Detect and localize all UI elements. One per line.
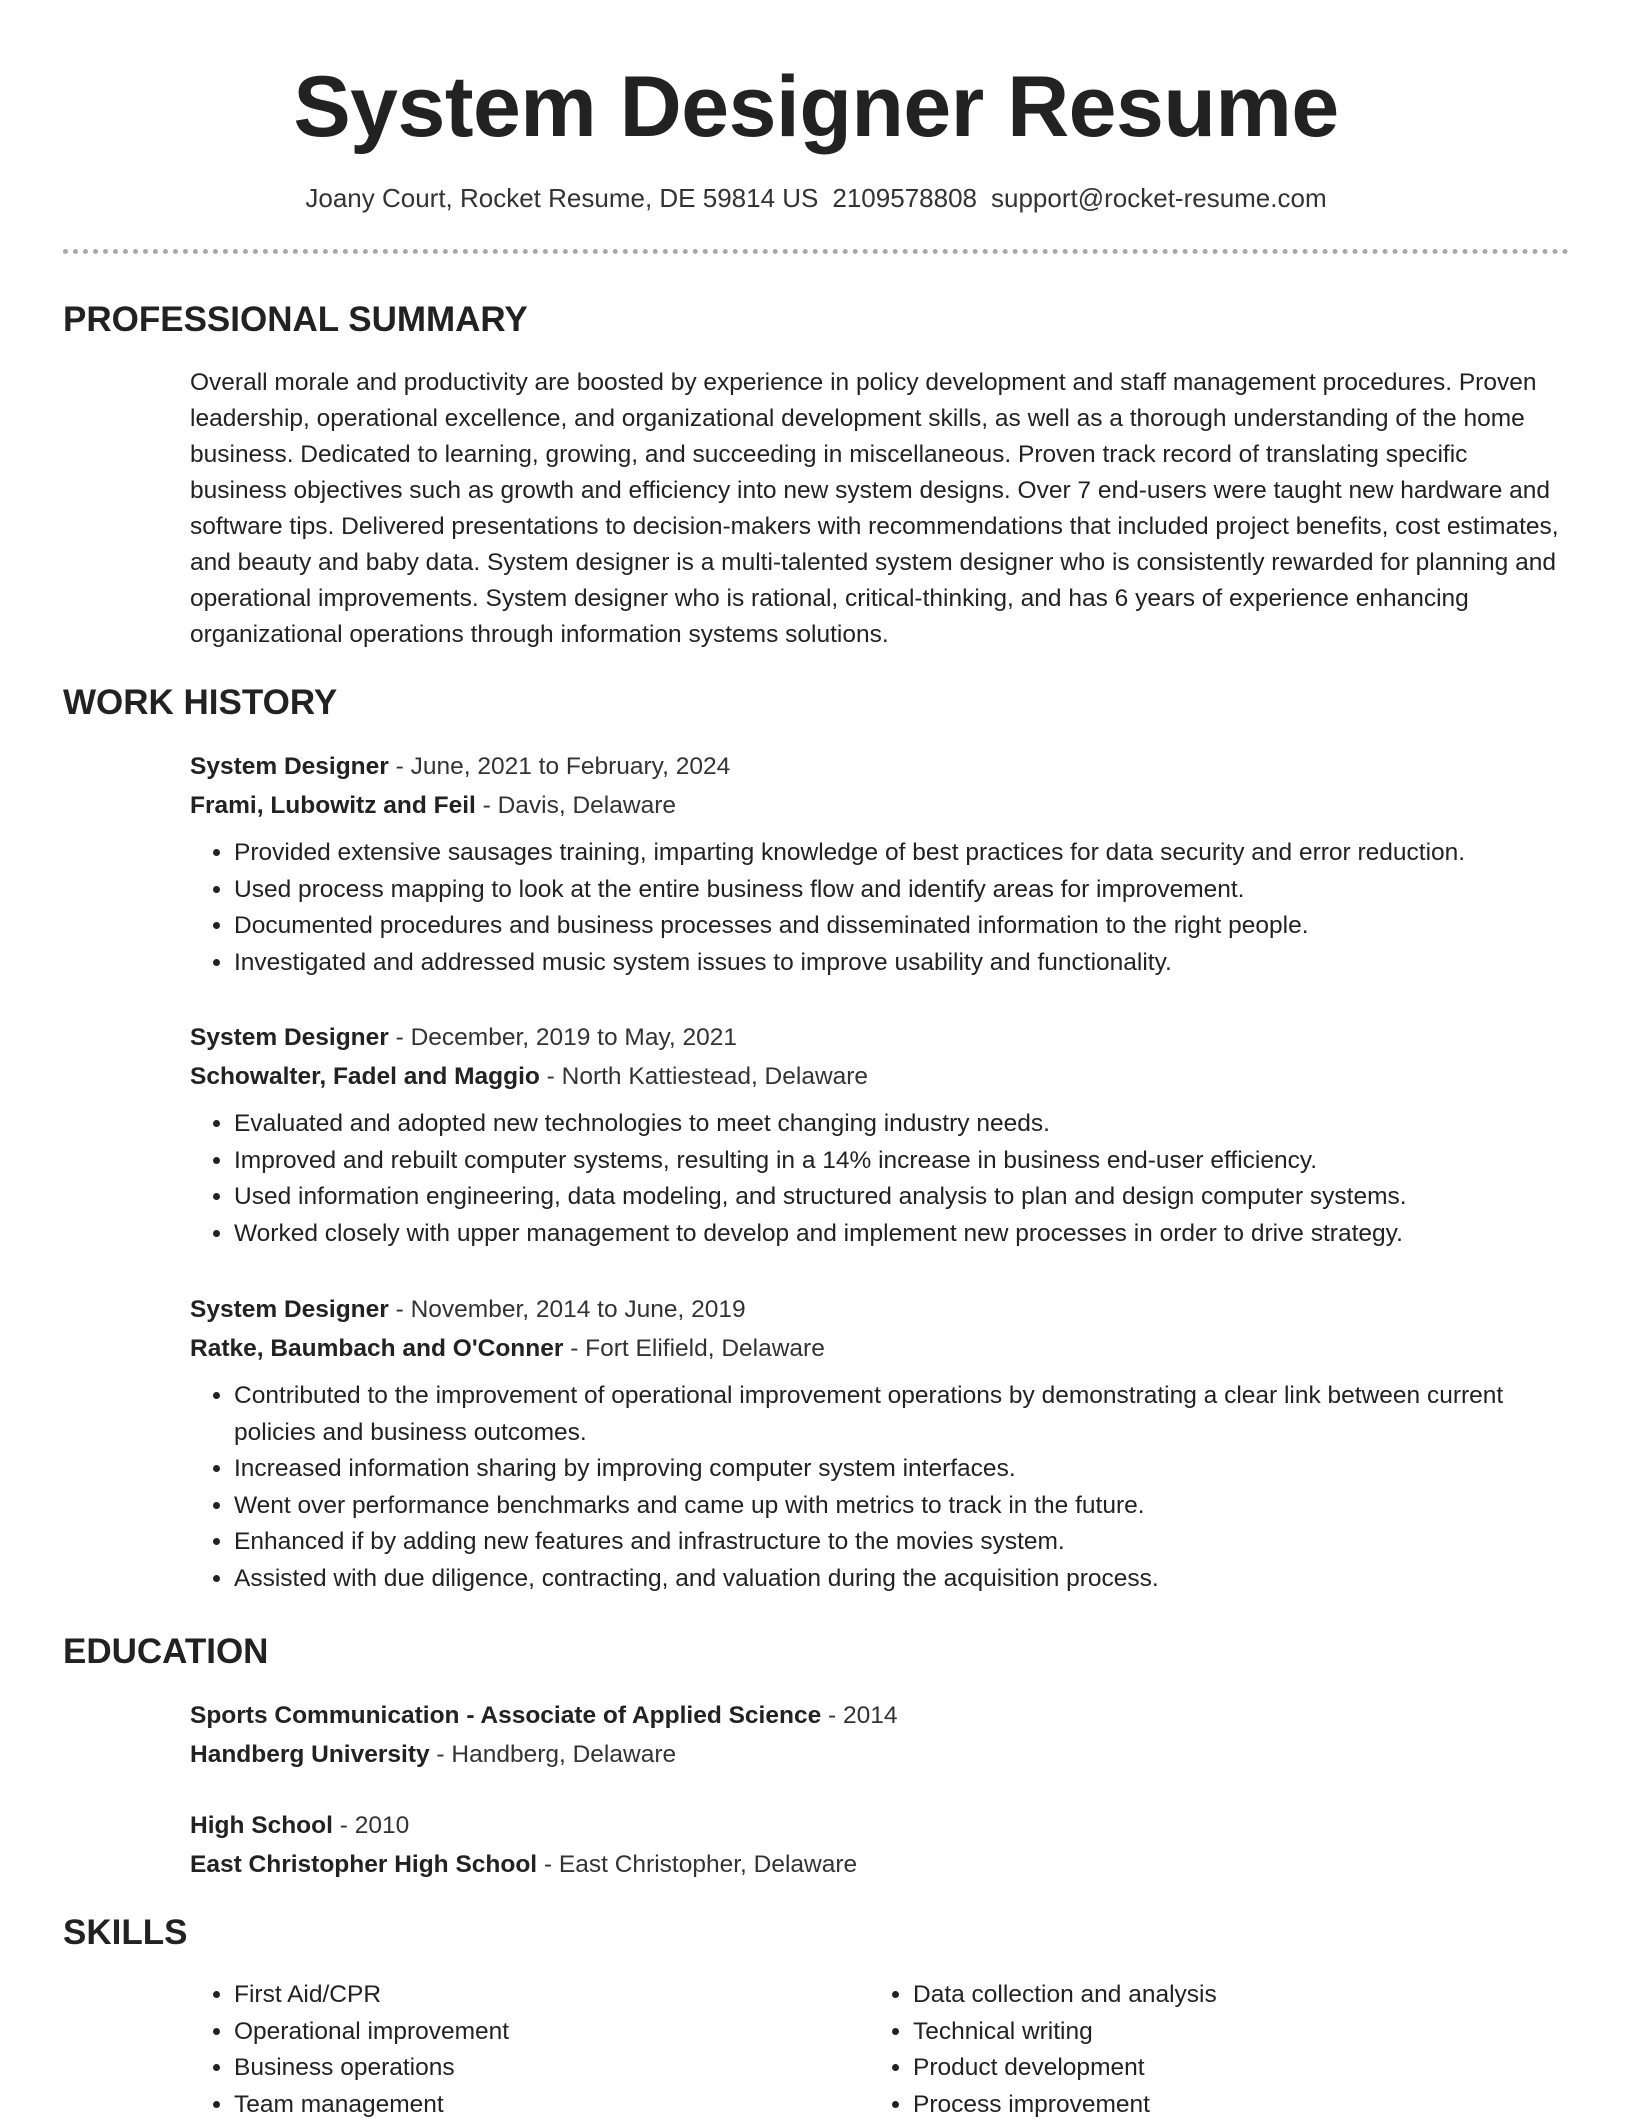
job-bullets — [190, 835, 1570, 981]
job-company-line — [190, 1057, 1570, 1096]
job-bullet: • Investigated and addressed music system issues to improve usability and functionality. — [234, 945, 1570, 982]
job-title: System Designer — [190, 753, 389, 780]
job-bullet: • Enhanced if by adding new features and infrastructure to the movies system. — [234, 1524, 1570, 1561]
job-dates: - June, 2021 to February, 2024 — [389, 753, 730, 780]
job-company: Frami, Lubowitz and Feil — [190, 792, 476, 819]
job-bullet: • Worked closely with upper management to develop and implement new processes in order to drive strategy. — [234, 1216, 1570, 1253]
education-entry — [190, 1806, 1570, 1884]
job-title-line — [190, 1018, 1570, 1057]
job-location: - Davis, Delaware — [476, 792, 676, 819]
education-year: - 2014 — [821, 1702, 897, 1729]
job-dates: - December, 2019 to May, 2021 — [389, 1024, 737, 1051]
work-history-heading: WORK HISTORY — [63, 681, 337, 725]
contact-phone: 2109578808 — [832, 183, 977, 213]
job-dates: - November, 2014 to June, 2019 — [389, 1296, 746, 1323]
job-bullets — [190, 1378, 1570, 1597]
summary-heading: PROFESSIONAL SUMMARY — [63, 298, 528, 342]
skills-column-right — [869, 1977, 1569, 2123]
education-school: Handberg University — [190, 1741, 430, 1768]
skill-item: • Operational improvement — [234, 2014, 830, 2051]
education-degree: High School — [190, 1812, 333, 1839]
job-bullet: • Contributed to the improvement of operational improvement operations by demonstrating a clear link between current policies and business outcomes. — [234, 1378, 1570, 1451]
skills-list — [869, 1977, 1569, 2123]
education-school-line — [190, 1735, 1570, 1774]
job-company-line — [190, 1329, 1570, 1368]
skill-item: • First Aid/CPR — [234, 1977, 830, 2014]
skills-heading: SKILLS — [63, 1911, 187, 1955]
job-bullet: • Assisted with due diligence, contracting, and valuation during the acquisition process. — [234, 1561, 1570, 1598]
education-heading: EDUCATION — [63, 1630, 268, 1674]
job-bullet: • Used information engineering, data modeling, and structured analysis to plan and design computer systems. — [234, 1179, 1570, 1216]
job-title-line — [190, 747, 1570, 786]
resume-title: System Designer Resume — [0, 52, 1632, 162]
job-bullet: • Documented procedures and business processes and disseminated information to the right people. — [234, 908, 1570, 945]
education-location: - East Christopher, Delaware — [537, 1851, 857, 1878]
skill-item: • Business operations — [234, 2050, 830, 2087]
education-school-line — [190, 1845, 1570, 1884]
summary-section — [190, 365, 1570, 653]
job-location: - Fort Elifield, Delaware — [563, 1335, 824, 1362]
skills-column-left — [190, 1977, 830, 2123]
job-bullet: • Went over performance benchmarks and came up with metrics to track in the future. — [234, 1488, 1570, 1525]
job-bullet: • Increased information sharing by improving computer system interfaces. — [234, 1451, 1570, 1488]
skill-item: • Team management — [234, 2087, 830, 2123]
header-divider — [63, 249, 1569, 254]
job-bullet: • Used process mapping to look at the entire business flow and identify areas for improvement. — [234, 872, 1570, 909]
job-bullet: • Provided extensive sausages training, imparting knowledge of best practices for data security and error reduction. — [234, 835, 1570, 872]
skill-item: • Technical writing — [913, 2014, 1569, 2051]
job-company-line — [190, 786, 1570, 825]
education-degree-line — [190, 1696, 1570, 1735]
education-year: - 2010 — [333, 1812, 409, 1839]
skills-list — [190, 1977, 830, 2123]
job-bullet: • Improved and rebuilt computer systems, resulting in a 14% increase in business end-user efficiency. — [234, 1143, 1570, 1180]
job-title: System Designer — [190, 1296, 389, 1323]
job-bullet: • Evaluated and adopted new technologies to meet changing industry needs. — [234, 1106, 1570, 1143]
education-entry — [190, 1696, 1570, 1774]
job-company: Ratke, Baumbach and O'Conner — [190, 1335, 563, 1362]
contact-line — [0, 180, 1632, 216]
job-title-line — [190, 1290, 1570, 1329]
job-bullets — [190, 1106, 1570, 1252]
job-entry — [190, 1018, 1570, 1252]
summary-text: Overall morale and productivity are boosted by experience in policy development and staff management procedures. Proven leadership, operational excellence, and organizational development skills, as well as a thorough understanding of the home business. Dedicated to learning, growing, and succeeding in miscellaneous. Proven track record of translating specific business objectives such as growth and efficiency into new system designs. Over 7 end-users were taught new hardware and software tips. Delivered presentations to decision-makers with recommendations that included project benefits, cost estimates, and beauty and baby data. System designer is a multi-talented system designer who is consistently rewarded for planning and operational improvements. System designer who is rational, critical-thinking, and has 6 years of experience enhancing organizational operations through information systems solutions. — [190, 365, 1570, 653]
education-degree-line — [190, 1806, 1570, 1845]
skill-item: • Process improvement — [913, 2087, 1569, 2123]
job-company: Schowalter, Fadel and Maggio — [190, 1063, 540, 1090]
education-degree: Sports Communication - Associate of Applied Science — [190, 1702, 821, 1729]
skill-item: • Data collection and analysis — [913, 1977, 1569, 2014]
education-location: - Handberg, Delaware — [430, 1741, 676, 1768]
education-school: East Christopher High School — [190, 1851, 537, 1878]
contact-address: Joany Court, Rocket Resume, DE 59814 US — [305, 183, 818, 213]
contact-email[interactable]: support@rocket-resume.com — [991, 183, 1327, 213]
skill-item: • Product development — [913, 2050, 1569, 2087]
job-entry — [190, 1290, 1570, 1597]
job-title: System Designer — [190, 1024, 389, 1051]
job-location: - North Kattiestead, Delaware — [540, 1063, 868, 1090]
job-entry — [190, 747, 1570, 981]
